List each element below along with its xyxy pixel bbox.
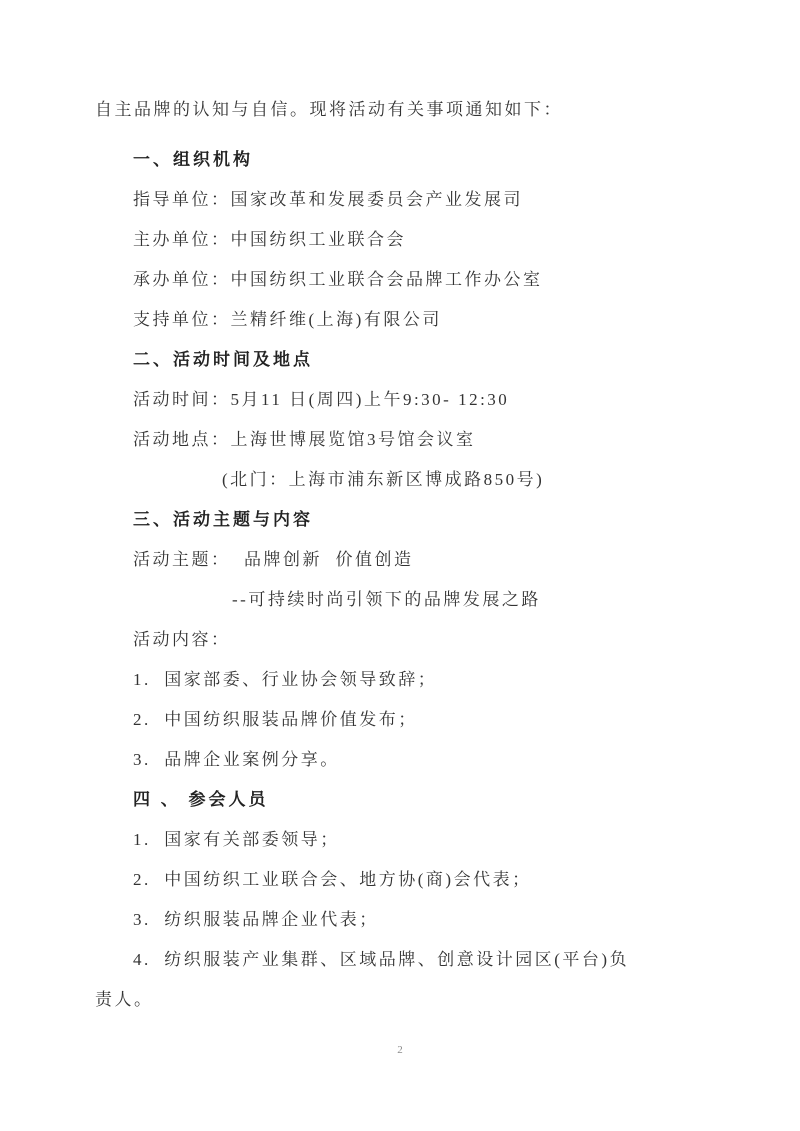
document-line: 3. 品牌企业案例分享。 (133, 750, 340, 769)
document-line: 2. 中国纺织服装品牌价值发布； (133, 710, 418, 729)
section-heading: 一、组织机构 (133, 150, 253, 169)
document-line: 责人。 (95, 990, 154, 1009)
document-line: 指导单位：国家改革和发展委员会产业发展司 (133, 190, 523, 209)
document-line: (北门：上海市浦东新区博成路850号) (222, 470, 545, 489)
document-line: 活动主题： 品牌创新 价值创造 (133, 550, 414, 569)
document-line: 2. 中国纺织工业联合会、地方协(商)会代表； (133, 870, 532, 889)
section-heading: 二、活动时间及地点 (133, 350, 313, 369)
document-line: 承办单位：中国纺织工业联合会品牌工作办公室 (133, 270, 543, 289)
section-heading: 四 、 参会人员 (133, 790, 269, 809)
document-line: 4. 纺织服装产业集群、区域品牌、创意设计园区(平台)负 (133, 950, 630, 969)
document-body (95, 90, 710, 1020)
document-line: 1. 国家部委、行业协会领导致辞； (133, 670, 438, 689)
document-line: --可持续时尚引领下的品牌发展之路 (232, 590, 541, 609)
document-line: 活动内容： (133, 630, 231, 649)
document-line: 自主品牌的认知与自信。现将活动有关事项通知如下： (95, 100, 563, 119)
document-line: 3. 纺织服装品牌企业代表； (133, 910, 379, 929)
document-line: 1. 国家有关部委领导； (133, 830, 340, 849)
section-heading: 三、活动主题与内容 (133, 510, 313, 529)
document-line: 活动时间：5月11 日(周四)上午9:30- 12:30 (133, 390, 510, 409)
document-line: 主办单位：中国纺织工业联合会 (133, 230, 406, 249)
document-line: 活动地点：上海世博展览馆3号馆会议室 (133, 430, 476, 449)
document-line: 支持单位：兰精纤维(上海)有限公司 (133, 310, 442, 329)
page-number: 2 (397, 1044, 403, 1056)
